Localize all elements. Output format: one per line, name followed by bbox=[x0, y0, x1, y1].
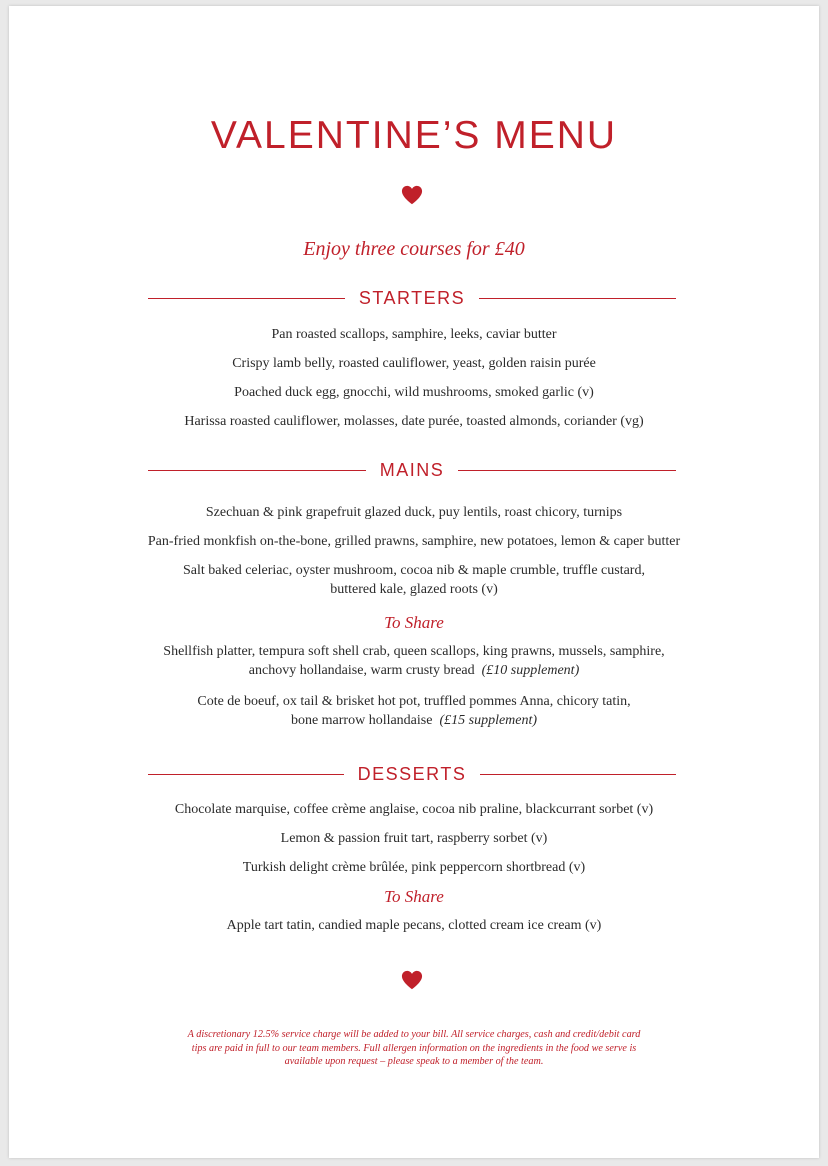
divider-line bbox=[148, 470, 366, 471]
menu-item: Pan-fried monkfish on-the-bone, grilled prawns, samphire, new potatoes, lemon & caper butter bbox=[147, 534, 681, 549]
divider-line bbox=[480, 774, 676, 775]
menu-item bbox=[9, 561, 819, 599]
page-title: VALENTINE’S MENU bbox=[210, 114, 618, 157]
mains-heading bbox=[148, 458, 676, 482]
heart-icon bbox=[401, 184, 423, 206]
divider-line bbox=[458, 470, 676, 471]
menu-item bbox=[9, 642, 819, 680]
item-line bbox=[9, 661, 819, 680]
footer-line: A discretionary 12.5% service charge will be added to your bill. All service charges, cash and credit/debit card bbox=[187, 1029, 641, 1040]
menu-item: Crispy lamb belly, roasted cauliflower, yeast, golden raisin purée bbox=[232, 356, 596, 371]
to-share-heading: To Share bbox=[384, 887, 444, 906]
supplement-note: (£15 supplement) bbox=[439, 713, 538, 728]
divider-line bbox=[479, 298, 676, 299]
menu-item: Pan roasted scallops, samphire, leeks, caviar butter bbox=[271, 327, 557, 342]
item-text: bone marrow hollandaise bbox=[290, 713, 433, 728]
heart-icon bbox=[401, 969, 423, 991]
item-line: buttered kale, glazed roots (v) bbox=[330, 582, 498, 597]
section-title: MAINS bbox=[379, 459, 445, 480]
item-line: Cote de boeuf, ox tail & brisket hot pot, truffled pommes Anna, chicory tatin, bbox=[197, 694, 631, 709]
menu-item: Poached duck egg, gnocchi, wild mushrooms, smoked garlic (v) bbox=[234, 385, 594, 400]
footer-line: available upon request – please speak to a member of the team. bbox=[284, 1056, 544, 1067]
starters-heading bbox=[148, 286, 676, 310]
service-charge-note bbox=[149, 1028, 679, 1069]
menu-item: Harissa roasted cauliflower, molasses, date purée, toasted almonds, coriander (vg) bbox=[184, 414, 644, 429]
price-tagline: Enjoy three courses for £40 bbox=[303, 238, 525, 260]
to-share-heading: To Share bbox=[384, 613, 444, 632]
menu-item: Chocolate marquise, coffee crème anglaise, cocoa nib praline, blackcurrant sorbet (v) bbox=[174, 802, 654, 817]
item-line: Shellfish platter, tempura soft shell crab, queen scallops, king prawns, mussels, samphire, bbox=[163, 644, 665, 659]
item-line bbox=[9, 711, 819, 730]
menu-item bbox=[9, 692, 819, 730]
menu-item: Apple tart tatin, candied maple pecans, clotted cream ice cream (v) bbox=[226, 918, 602, 933]
divider-line bbox=[148, 774, 344, 775]
menu-page bbox=[9, 6, 819, 1158]
menu-item: Szechuan & pink grapefruit glazed duck, puy lentils, roast chicory, turnips bbox=[205, 505, 623, 520]
item-text: anchovy hollandaise, warm crusty bread bbox=[248, 663, 475, 678]
menu-item: Turkish delight crème brûlée, pink peppercorn shortbread (v) bbox=[242, 860, 586, 875]
footer-line: tips are paid in full to our team members. Full allergen information on the ingredients in the food we serve is bbox=[191, 1042, 637, 1054]
supplement-note: (£10 supplement) bbox=[481, 663, 580, 678]
desserts-heading bbox=[148, 762, 676, 786]
divider-line bbox=[148, 298, 345, 299]
item-line: Salt baked celeriac, oyster mushroom, cocoa nib & maple crumble, truffle custard, bbox=[183, 563, 645, 578]
section-title: DESSERTS bbox=[357, 763, 467, 784]
menu-item: Lemon & passion fruit tart, raspberry sorbet (v) bbox=[280, 831, 548, 846]
section-title: STARTERS bbox=[358, 287, 466, 308]
